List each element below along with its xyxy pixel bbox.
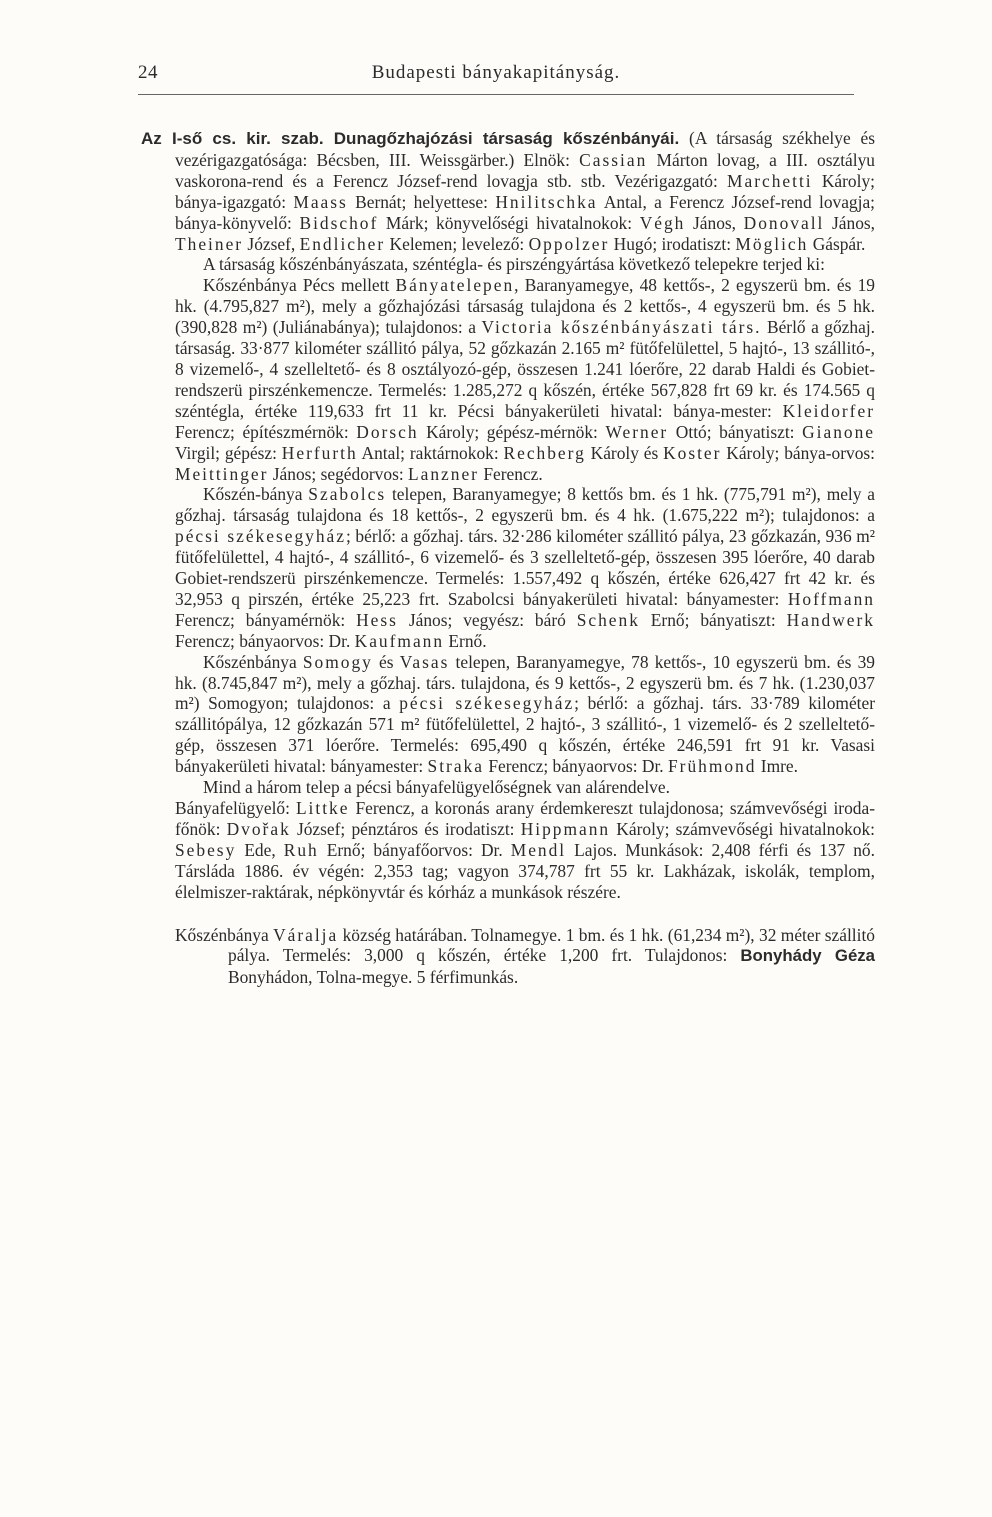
text-run: Ferencz; bányaorvos: Dr. (175, 630, 355, 651)
text-run: telepen, Baranyamegye, 78 kettős-, 10 egyszerü bm. és 39 hk. (8.745,847 m²), mely a gőzhaj. társ. tulajdona, és 9 kettős-, 2 egyszerü bm. és 7 hk. (1.230,037 m²) Somogyon; tulajdonos: a (175, 651, 875, 714)
spaced-name: Möglich (735, 233, 809, 254)
text-run: Antal, a Ferencz József-rend lovagja; bánya-könyvelő: (175, 191, 876, 233)
spaced-name: Straka (427, 756, 484, 777)
paragraph-szabolcs (175, 484, 875, 651)
text-run: Hugó; irodatiszt: (609, 233, 736, 254)
paragraph-banyatelep (175, 275, 875, 484)
spaced-name: Schenk (576, 609, 640, 630)
text-run: község határában. Tolnamegye. 1 bm. és 1 hk. (61,234 m²), 32 méter szállitó pálya. Termelés: 3,000 q kőszén, értéke 1,200 frt. Tulajdonos: (228, 924, 875, 966)
spaced-name: Vasas (399, 651, 450, 672)
spaced-name: Bidschof (299, 212, 379, 233)
text-run: , Baranyamegye, 48 kettős-, 2 egyszerü bm. és 19 hk. (4.795,827 m²), mely a gőzhajózási társaság tulajdona és 2 kettős-, 4 egyszerü bm. és 5 hk. (390,828 m²) (Juliánabánya); tulajdonos: a (175, 275, 875, 338)
text-run: (A társaság székhelye és vezérigazgatósága: Bécsben, III. Weissgärber.) Elnök: (175, 128, 875, 170)
text-run: Imre. (756, 756, 798, 777)
paragraph-company (141, 128, 876, 254)
spaced-name: Donovall (743, 212, 825, 233)
text-run: Ferencz; bányamérnök: (175, 609, 357, 630)
text-run: Antal; raktárnokok: (357, 442, 504, 463)
text-run: Kőszénbánya (203, 651, 303, 672)
spaced-name: Victoria kőszénbányászati társ. (481, 317, 762, 338)
header-rule (138, 94, 854, 95)
spaced-name: pécsi székesegyház (399, 693, 575, 714)
text-run: Ferencz; bányaorvos: Dr. (483, 756, 668, 777)
text-run: és (372, 651, 400, 672)
spaced-name: pécsi székesegyház (175, 526, 346, 547)
text-run: Károly; bánya-orvos: (721, 442, 875, 463)
spaced-name: Herfurth (281, 442, 358, 463)
spaced-name: Hoffmann (787, 588, 875, 609)
document-body (141, 128, 876, 988)
text-run: Kőszén-bánya (203, 484, 309, 505)
text-run: Bányafelügyelő: (175, 798, 296, 818)
owner-name: Bonyhády Géza (740, 946, 875, 966)
spaced-name: Kaufmann (354, 630, 445, 651)
spaced-name: Cassian (579, 149, 648, 170)
text-run: Ernő. (444, 630, 487, 651)
text-run: Gáspár. (808, 233, 866, 254)
spaced-name: Endlicher (299, 233, 386, 254)
spaced-name: Maass (293, 191, 348, 212)
text-run: Lajos. Munkások: 2,408 férfi és 137 nő. Társláda 1886. év végén: 2,353 tag; vagyon 374,787 frt 55 kr. Lakházak, iskolák, templom, élelmiszer-raktárak, népkönyvtár és kórház a munkások részére. (175, 839, 875, 902)
spaced-name: Rechberg (503, 442, 586, 463)
page-header (0, 0, 992, 96)
text-run: Kőszénbánya Pécs mellett (203, 275, 396, 296)
section-gap (175, 903, 875, 925)
spaced-name: Werner (605, 421, 669, 442)
spaced-name: Végh (639, 212, 686, 233)
spaced-name: Littke (295, 798, 350, 818)
text-run: Ernő; bányafőorvos: Dr. (318, 839, 511, 860)
paragraph-subordination: Mind a három telep a pécsi bányafelügyelőségnek van alárendelve. (203, 777, 670, 798)
text-run: Károly; gépész-mérnök: (418, 421, 606, 442)
text-run: Kelemen; levelező: (385, 233, 529, 254)
text-run: Bernát; helyettese: (347, 191, 496, 212)
text-run: József, (243, 233, 300, 254)
spaced-name: Dvořak (226, 818, 291, 839)
spaced-name: Bányatelepen (395, 275, 515, 296)
spaced-name: Hnilitschka (495, 191, 598, 212)
text-run: ; bérlő: a gőzhaj. társ. 32·286 kilométer szállitó pálya, 23 gőzkazán, 936 m² fütőfelülettel, 4 hajtó-, 4 szállitó-, 6 vizemelő- és 3 szelleltető-gép, összesen 395 lóerőre, 40 darab Gobiet-rendszerü pirszénkemencze. Termelés: 1.557,492 q kőszén, értéke 626,427 frt 42 kr. és 32,953 q pirszén, értéke 25,223 frt. Szabolcsi bányakerületi hivatal: bányamester: (175, 526, 875, 609)
text-run: Bérlő a gőzhaj. társaság. 33·877 kilométer szállitó pálya, 52 gőzkazán 2.165 m² fütőfelülettel, 5 hajtó-, 13 szállitó-, 8 vizemelő-, 4 szelleltető- és 8 osztályozó-gép, összesen 1.241 lóerőre, 22 darab Haldi és Gobiet-rendszerü pirszénkemencze. Termelés: 1.285,272 q kőszén, értéke 567,828 frt 69 kr. és 174.565 q széntégla, értéke 119,633 frt 11 kr. Pécsi bányakerületi hivatal: bánya-mester: (175, 317, 875, 421)
text-run: Bonyhádon, Tolna-megye. 5 férfimunkás. (228, 967, 519, 988)
running-title: Budapesti bányakapitányság. (371, 62, 621, 83)
spaced-name: Handwerk (786, 609, 875, 630)
spaced-name: Marchetti (727, 170, 813, 191)
spaced-name: Oppolzer (528, 233, 610, 254)
text-run: Márton lovag, a III. osztályu vaskorona-rend és a Ferencz József-rend lovagja stb. stb. Vezérigazgató: (175, 149, 875, 191)
spaced-name: Váralja (273, 924, 339, 945)
paragraph-intro: A társaság kőszénbányászata, széntégla- és pirszéngyártása következő telepekre terjed ki: (203, 254, 825, 275)
text-run: Kőszénbánya (175, 924, 274, 945)
text-run: János, (685, 212, 744, 233)
text-run: ; bérlő: a gőzhaj. társ. 33·789 kilométer szállitópálya, 12 gőzkazán 571 m² fütőfelülettel, 2 hajtó-, 3 szállitó-, 1 vizemelő- és 2 szelleltető-gép, összesen 371 lóerőre. Termelés: 695,490 q kőszén, értéke 246,591 frt 91 kr. Vasasi bányakerületi hivatal: bányamester: (175, 693, 876, 777)
spaced-name: Koster (663, 442, 722, 463)
spaced-name: Theiner (175, 233, 244, 254)
text-run: Károly; számvevőségi hivatalnokok: (610, 818, 875, 839)
text-run: Ferencz; építészmérnök: (175, 421, 357, 442)
text-run: Ernő; bányatiszt: (639, 609, 787, 630)
text-run: János; vegyész: báró (397, 609, 577, 630)
text-run: Ede, (236, 839, 284, 860)
paragraph-inspectorate (175, 798, 875, 903)
spaced-name: Hess (356, 609, 398, 630)
text-run: József; pénztáros és irodatiszt: (290, 818, 521, 839)
text-run: Virgil; gépész: (175, 442, 282, 463)
spaced-name: Hippmann (520, 818, 611, 839)
text-run: János; segédorvos: (268, 463, 409, 484)
text-run: Ferencz. (478, 463, 543, 484)
spaced-name: Frühmond (667, 756, 757, 777)
text-run: Ottó; bányatiszt: (668, 421, 803, 442)
paragraph-varalja (175, 925, 875, 989)
spaced-name: Mendl (510, 839, 567, 860)
spaced-name: Somogy (302, 651, 373, 672)
text-run: Károly; bánya-igazgató: (175, 170, 875, 212)
spaced-name: Lanzner (408, 463, 479, 484)
spaced-name: Szabolcs (308, 484, 387, 505)
spaced-name: Meittinger (175, 463, 269, 484)
text-run: telepen, Baranyamegye; 8 kettős bm. és 1 hk. (775,791 m²), mely a gőzhaj. társaság tulajdona és 18 kettős-, 2 egyszerü bm. és 4 hk. (1.675,222 m²); tulajdonos: a (175, 484, 875, 526)
company-heading: Az I-ső cs. kir. szab. Dunagőzhajózási társaság kőszénbányái. (141, 129, 680, 148)
text-run: János, (824, 212, 875, 233)
text-run: Márk; könyvelőségi hivatalnokok: (378, 212, 640, 233)
page-number: 24 (138, 62, 158, 83)
spaced-name: Sebesy (175, 839, 237, 860)
paragraph-somogy-vasas (175, 652, 875, 777)
text-run: Ferencz, a koronás arany érdemkereszt tulajdonosa; számvevőségi iroda-főnök: (175, 798, 876, 839)
spaced-name: Gianone (802, 421, 875, 442)
text-run: Károly és (585, 442, 664, 463)
spaced-name: Kleidorfer (782, 400, 875, 421)
spaced-name: Ruh (283, 839, 319, 860)
spaced-name: Dorsch (356, 421, 419, 442)
